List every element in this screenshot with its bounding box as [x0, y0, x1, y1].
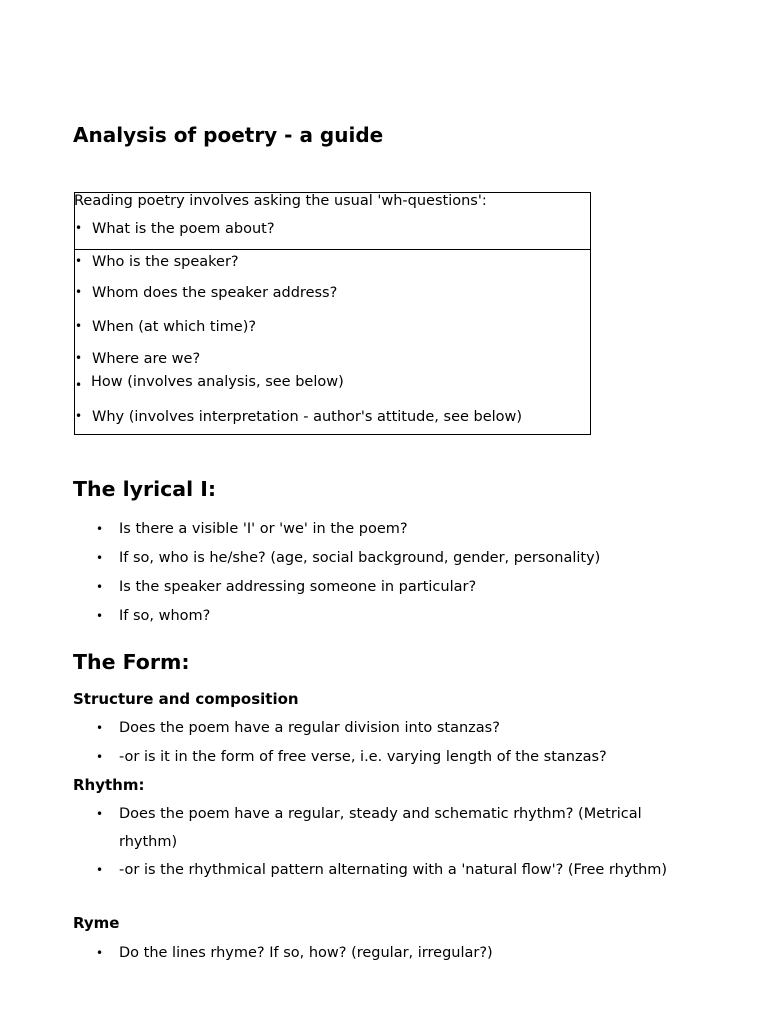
bullet: •	[96, 609, 104, 623]
wh-intro: Reading poetry involves asking the usual 'wh-questions':	[74, 193, 487, 209]
bullet: •	[96, 580, 104, 594]
wh-question-text: When (at which time)?	[92, 319, 257, 335]
wh-question-text: Where are we?	[92, 351, 201, 367]
bullet: •	[75, 319, 83, 333]
wh-question-text: What is the poem about?	[92, 221, 275, 237]
bullet: •	[96, 807, 104, 821]
bullet: •	[75, 254, 83, 268]
bullet: •	[96, 750, 104, 764]
list-item-text: Does the poem have a regular division into stanzas?	[119, 720, 500, 736]
section-heading-lyrical-i: The lyrical I:	[73, 477, 217, 501]
wh-question-text: Why (involves interpretation - author's attitude, see below)	[92, 409, 523, 425]
list-item-text: If so, whom?	[119, 608, 211, 624]
list-item-text: Is there a visible 'I' or 'we' in the poem?	[119, 521, 408, 537]
bullet: •	[75, 378, 83, 392]
table-divider	[74, 249, 591, 250]
list-item-text: -or is the rhythmical pattern alternating with a 'natural flow'? (Free rhythm)	[119, 862, 668, 878]
bullet: •	[96, 946, 104, 960]
subheading-rhythm: Rhythm:	[73, 776, 145, 794]
wh-question-text: Whom does the speaker address?	[92, 285, 338, 301]
subheading-structure: Structure and composition	[73, 690, 299, 708]
list-item-text: If so, who is he/she? (age, social background, gender, personality)	[119, 550, 601, 566]
wh-question-text: How (involves analysis, see below)	[91, 374, 344, 390]
bullet: •	[96, 522, 104, 536]
section-heading-form: The Form:	[73, 650, 190, 674]
list-item-text: Do the lines rhyme? If so, how? (regular, irregular?)	[119, 945, 493, 961]
page-title: Analysis of poetry - a guide	[73, 123, 384, 147]
list-item-text: Is the speaker addressing someone in particular?	[119, 579, 477, 595]
bullet: •	[75, 351, 83, 365]
bullet: •	[96, 863, 104, 877]
bullet: •	[96, 721, 104, 735]
subheading-ryme: Ryme	[73, 914, 120, 932]
list-item-text: -or is it in the form of free verse, i.e. varying length of the stanzas?	[119, 749, 607, 765]
bullet: •	[96, 551, 104, 565]
wh-question-text: Who is the speaker?	[92, 254, 239, 270]
bullet: •	[75, 409, 83, 423]
list-item-text: Does the poem have a regular, steady and schematic rhythm? (Metrical rhythm)	[119, 806, 642, 850]
bullet: •	[75, 285, 83, 299]
bullet: •	[75, 221, 83, 235]
